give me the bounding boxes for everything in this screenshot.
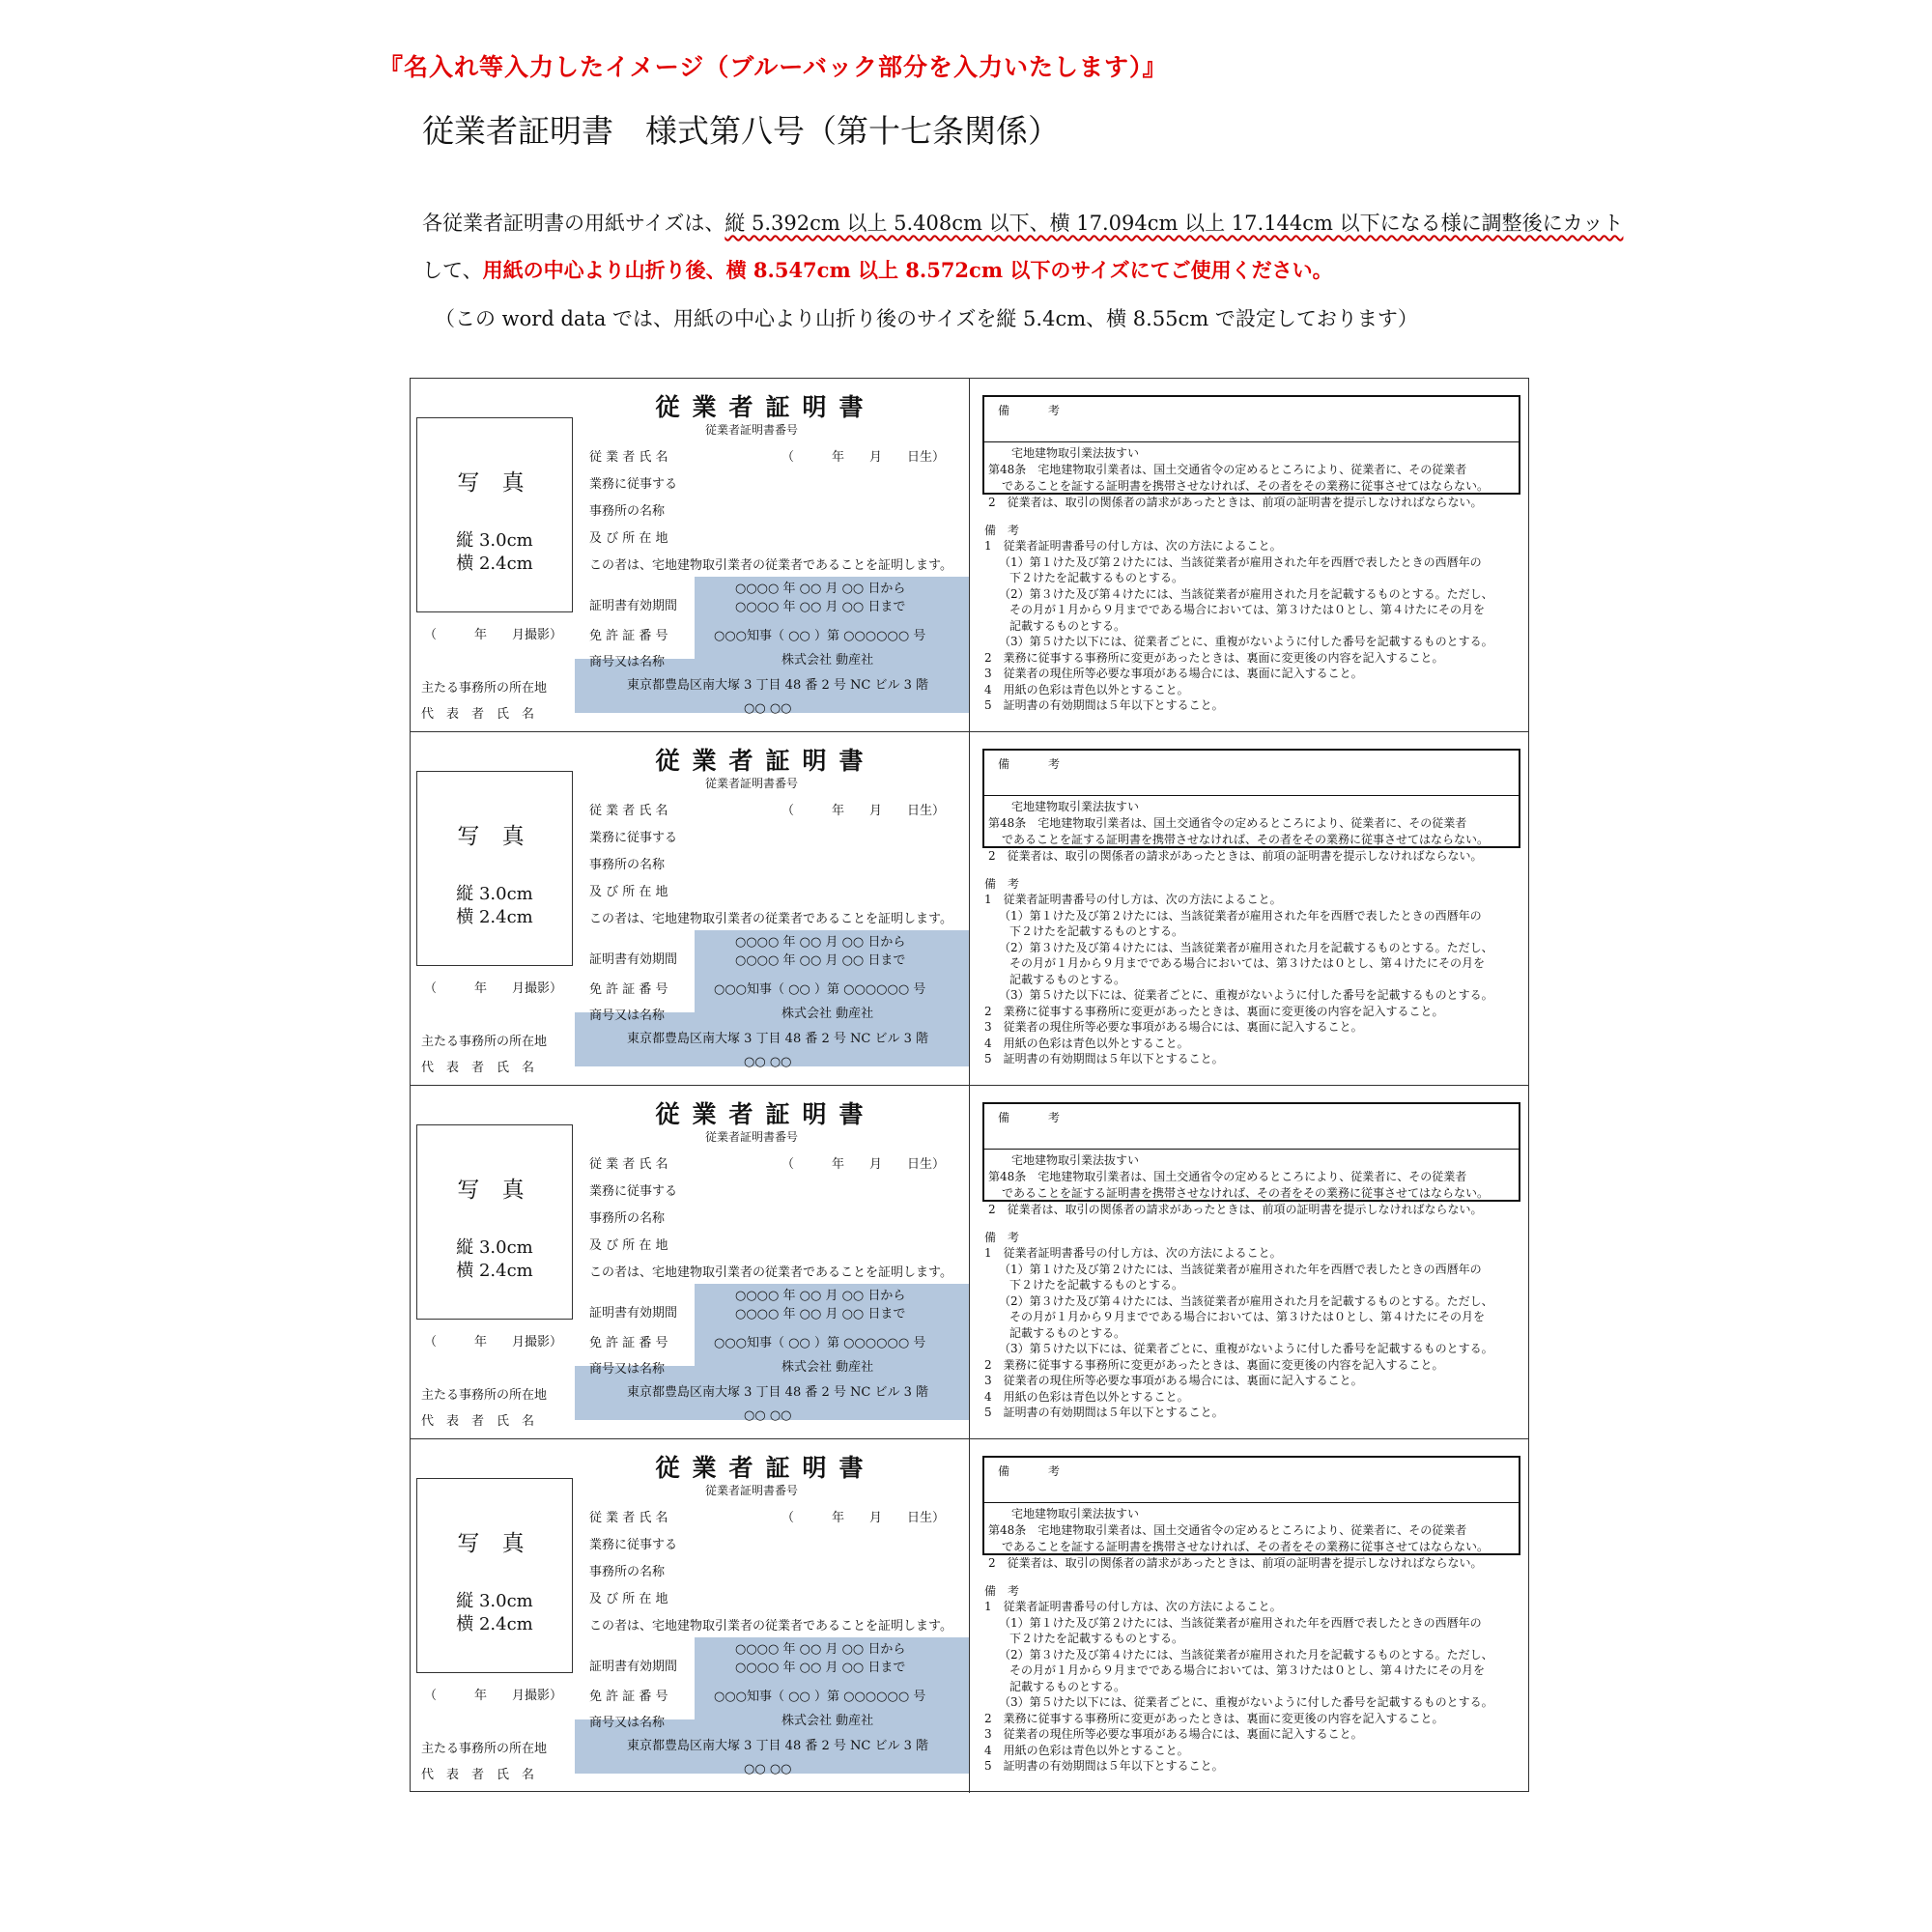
remarks-title: 備 考 bbox=[984, 524, 1020, 537]
remark-line: 2 業務に従事する事務所に変更があったときは、裏面に変更後の内容を記入すること。 bbox=[984, 651, 1444, 665]
law-line-3: 2 従業者は、取引の関係者の請求があったときは、前項の証明書を提示しなければならない。 bbox=[988, 1203, 1483, 1216]
remark-line: 1 従業者証明書番号の付し方は、次の方法によること。 bbox=[984, 1246, 1282, 1260]
remark-line: 3 従業者の現住所等必要な事項がある場合には、裏面に記入すること。 bbox=[984, 667, 1363, 680]
name-label: 従 業 者 氏 名 bbox=[589, 450, 668, 465]
fold-line bbox=[969, 732, 970, 1085]
notes-label: 備 考 bbox=[998, 1111, 1074, 1124]
validity-to: ○○○○ 年 ○○ 月 ○○ 日まで bbox=[735, 600, 906, 614]
remark-line: （1）第１けた及び第２けたには、当該従業者が雇用された年を西暦で表したときの西暦年の bbox=[999, 1616, 1482, 1630]
license-value: ○○○知事（ ○○ ）第 ○○○○○○ 号 bbox=[714, 1336, 926, 1350]
remark-line: その月が１月から９月までである場合においては、第３けたは０とし、第４けたにその月を bbox=[1009, 956, 1486, 970]
photo-box bbox=[416, 417, 573, 612]
remark-line: （3）第５けた以下には、従業者ごとに、重複がないように付した番号を記載するものとする。 bbox=[999, 988, 1493, 1002]
birth-label: （ 年 月 日生） bbox=[781, 450, 946, 465]
photo-width: 横 2.4cm bbox=[456, 907, 533, 927]
photo-height: 縦 3.0cm bbox=[456, 1591, 533, 1611]
notes-separator bbox=[984, 795, 1519, 796]
certificate-sheet bbox=[410, 378, 1529, 1792]
remark-line: （2）第３けた及び第４けたには、当該従業者が雇用された月を記載するものとする。ただし、 bbox=[999, 1648, 1493, 1662]
validity-to: ○○○○ 年 ○○ 月 ○○ 日まで bbox=[735, 1661, 906, 1675]
office-label-3: 及 び 所 在 地 bbox=[589, 885, 668, 899]
validity-label: 証明書有効期間 bbox=[589, 1306, 678, 1321]
notes-separator bbox=[984, 441, 1519, 442]
validity-label: 証明書有効期間 bbox=[589, 1660, 678, 1674]
remark-line: 記載するものとする。 bbox=[1009, 1680, 1126, 1693]
cert-number-label: 従業者証明書番号 bbox=[705, 1484, 799, 1497]
instruction-line-2-b: 用紙の中心より山折り後、横 8.547cm 以上 8.572cm 以下のサイズにてご使用ください。 bbox=[482, 258, 1333, 282]
remark-line: 2 業務に従事する事務所に変更があったときは、裏面に変更後の内容を記入すること。 bbox=[984, 1005, 1444, 1018]
photo-height: 縦 3.0cm bbox=[456, 1237, 533, 1258]
license-label: 免 許 証 番 号 bbox=[589, 982, 668, 997]
certificate-card bbox=[411, 379, 1528, 732]
remark-line: 2 業務に従事する事務所に変更があったときは、裏面に変更後の内容を記入すること。 bbox=[984, 1358, 1444, 1372]
main-office-label: 主たる事務所の所在地 bbox=[421, 1742, 548, 1756]
notes-box bbox=[982, 749, 1520, 863]
license-value: ○○○知事（ ○○ ）第 ○○○○○○ 号 bbox=[714, 1690, 926, 1704]
remark-line: （1）第１けた及び第２けたには、当該従業者が雇用された年を西暦で表したときの西暦年の bbox=[999, 909, 1482, 923]
license-value: ○○○知事（ ○○ ）第 ○○○○○○ 号 bbox=[714, 982, 926, 997]
remark-line: 3 従業者の現住所等必要な事項がある場合には、裏面に記入すること。 bbox=[984, 1727, 1363, 1741]
instruction-line-3: （この word data では、用紙の中心より山折り後のサイズを縦 5.4cm、横 8.55cm で設定しております） bbox=[435, 307, 1418, 330]
remark-line: 5 証明書の有効期間は５年以下とすること。 bbox=[984, 1406, 1224, 1419]
name-label: 従 業 者 氏 名 bbox=[589, 804, 668, 818]
representative-label: 代 表 者 氏 名 bbox=[421, 707, 535, 722]
company-value: 株式会社 動産社 bbox=[781, 1714, 874, 1728]
remark-line: その月が１月から９月までである場合においては、第３けたは０とし、第４けたにその月を bbox=[1009, 603, 1486, 616]
law-title: 宅地建物取引業法抜すい bbox=[1011, 1153, 1140, 1167]
remark-line: 5 証明書の有効期間は５年以下とすること。 bbox=[984, 1759, 1224, 1773]
license-value: ○○○知事（ ○○ ）第 ○○○○○○ 号 bbox=[714, 629, 926, 643]
validity-from: ○○○○ 年 ○○ 月 ○○ 日から bbox=[735, 582, 906, 596]
remark-line: その月が１月から９月までである場合においては、第３けたは０とし、第４けたにその月を bbox=[1009, 1310, 1486, 1323]
validity-label: 証明書有効期間 bbox=[589, 599, 678, 613]
name-label: 従 業 者 氏 名 bbox=[589, 1157, 668, 1172]
company-label: 商号又は名称 bbox=[589, 1009, 666, 1023]
photo-height: 縦 3.0cm bbox=[456, 884, 533, 904]
certify-text: この者は、宅地建物取引業者の従業者であることを証明します。 bbox=[589, 1265, 952, 1280]
license-label: 免 許 証 番 号 bbox=[589, 1336, 668, 1350]
fold-line bbox=[969, 379, 970, 731]
notes-separator bbox=[984, 1149, 1519, 1150]
company-label: 商号又は名称 bbox=[589, 1362, 666, 1377]
remark-line: 記載するものとする。 bbox=[1009, 1326, 1126, 1340]
company-value: 株式会社 動産社 bbox=[781, 1360, 874, 1375]
office-label-1: 業務に従事する bbox=[589, 831, 678, 845]
photo-date: （ 年 月撮影） bbox=[424, 1689, 563, 1703]
office-label-1: 業務に従事する bbox=[589, 1538, 678, 1552]
representative-label: 代 表 者 氏 名 bbox=[421, 1061, 535, 1075]
notes-box bbox=[982, 1456, 1520, 1570]
office-label-2: 事務所の名称 bbox=[589, 858, 666, 872]
remarks-title: 備 考 bbox=[984, 1231, 1020, 1244]
remark-line: 5 証明書の有効期間は５年以下とすること。 bbox=[984, 1052, 1224, 1065]
representative-value: ○○ ○○ bbox=[744, 1762, 792, 1776]
remark-line: （3）第５けた以下には、従業者ごとに、重複がないように付した番号を記載するものとする。 bbox=[999, 635, 1493, 648]
fold-line bbox=[969, 1086, 970, 1438]
notes-separator bbox=[984, 1502, 1519, 1503]
card-title: 従業者証明書 bbox=[655, 747, 876, 775]
photo-date: （ 年 月撮影） bbox=[424, 981, 563, 996]
main-office-value: 東京都豊島区南大塚 3 丁目 48 番 2 号 NC ビル 3 階 bbox=[627, 1739, 929, 1753]
main-office-value: 東京都豊島区南大塚 3 丁目 48 番 2 号 NC ビル 3 階 bbox=[627, 678, 929, 693]
certify-text: この者は、宅地建物取引業者の従業者であることを証明します。 bbox=[589, 558, 952, 573]
remark-line: 2 業務に従事する事務所に変更があったときは、裏面に変更後の内容を記入すること。 bbox=[984, 1712, 1444, 1725]
remark-line: 1 従業者証明書番号の付し方は、次の方法によること。 bbox=[984, 893, 1282, 906]
representative-value: ○○ ○○ bbox=[744, 1055, 792, 1069]
law-line-2: であることを証する証明書を携帯させなければ、その者をその業務に従事させてはならない。 bbox=[1002, 833, 1490, 846]
cert-number-label: 従業者証明書番号 bbox=[705, 1130, 799, 1144]
license-label: 免 許 証 番 号 bbox=[589, 629, 668, 643]
remark-line: （1）第１けた及び第２けたには、当該従業者が雇用された年を西暦で表したときの西暦年の bbox=[999, 1263, 1482, 1276]
photo-label: 写 真 bbox=[457, 824, 532, 849]
representative-label: 代 表 者 氏 名 bbox=[421, 1414, 535, 1429]
main-office-label: 主たる事務所の所在地 bbox=[421, 1388, 548, 1403]
office-label-2: 事務所の名称 bbox=[589, 1211, 666, 1226]
validity-from: ○○○○ 年 ○○ 月 ○○ 日から bbox=[735, 1289, 906, 1303]
photo-width: 横 2.4cm bbox=[456, 1614, 533, 1634]
remark-line: （2）第３けた及び第４けたには、当該従業者が雇用された月を記載するものとする。ただし、 bbox=[999, 1294, 1493, 1308]
office-label-3: 及 び 所 在 地 bbox=[589, 531, 668, 546]
law-line-3: 2 従業者は、取引の関係者の請求があったときは、前項の証明書を提示しなければならない。 bbox=[988, 496, 1483, 509]
law-line-3: 2 従業者は、取引の関係者の請求があったときは、前項の証明書を提示しなければならない。 bbox=[988, 849, 1483, 863]
birth-label: （ 年 月 日生） bbox=[781, 1157, 946, 1172]
instruction-line-2-a: して、 bbox=[422, 259, 483, 282]
law-line-1: 第48条 宅地建物取引業者は、国土交通省令の定めるところにより、従業者に、その従業者 bbox=[988, 816, 1467, 830]
card-title: 従業者証明書 bbox=[655, 1454, 876, 1482]
remark-line: 1 従業者証明書番号の付し方は、次の方法によること。 bbox=[984, 1600, 1282, 1613]
law-title: 宅地建物取引業法抜すい bbox=[1011, 800, 1140, 813]
main-office-label: 主たる事務所の所在地 bbox=[421, 1035, 548, 1049]
license-label: 免 許 証 番 号 bbox=[589, 1690, 668, 1704]
certify-text: この者は、宅地建物取引業者の従業者であることを証明します。 bbox=[589, 1619, 952, 1634]
remarks-title: 備 考 bbox=[984, 1584, 1020, 1598]
company-label: 商号又は名称 bbox=[589, 655, 666, 669]
validity-from: ○○○○ 年 ○○ 月 ○○ 日から bbox=[735, 1642, 906, 1657]
remark-line: 4 用紙の色彩は青色以外とすること。 bbox=[984, 1037, 1189, 1050]
certificate-card bbox=[411, 732, 1528, 1086]
photo-label: 写 真 bbox=[457, 1178, 532, 1203]
representative-label: 代 表 者 氏 名 bbox=[421, 1768, 535, 1782]
validity-to: ○○○○ 年 ○○ 月 ○○ 日まで bbox=[735, 1307, 906, 1321]
company-value: 株式会社 動産社 bbox=[781, 1007, 874, 1021]
law-line-1: 第48条 宅地建物取引業者は、国土交通省令の定めるところにより、従業者に、その従業者 bbox=[988, 463, 1467, 476]
remark-line: 記載するものとする。 bbox=[1009, 973, 1126, 986]
instruction-line-2 bbox=[422, 255, 1333, 284]
instruction-line-1 bbox=[422, 208, 1623, 237]
law-line-1: 第48条 宅地建物取引業者は、国土交通省令の定めるところにより、従業者に、その従業者 bbox=[988, 1170, 1467, 1183]
photo-height: 縦 3.0cm bbox=[456, 530, 533, 551]
office-label-1: 業務に従事する bbox=[589, 477, 678, 492]
law-line-2: であることを証する証明書を携帯させなければ、その者をその業務に従事させてはならない。 bbox=[1002, 479, 1490, 493]
office-label-2: 事務所の名称 bbox=[589, 504, 666, 519]
remark-line: （1）第１けた及び第２けたには、当該従業者が雇用された年を西暦で表したときの西暦年の bbox=[999, 555, 1482, 569]
card-title: 従業者証明書 bbox=[655, 393, 876, 421]
validity-label: 証明書有効期間 bbox=[589, 952, 678, 967]
photo-label: 写 真 bbox=[457, 1531, 532, 1556]
validity-to: ○○○○ 年 ○○ 月 ○○ 日まで bbox=[735, 953, 906, 968]
photo-width: 横 2.4cm bbox=[456, 554, 533, 574]
certify-text: この者は、宅地建物取引業者の従業者であることを証明します。 bbox=[589, 912, 952, 926]
remarks-title: 備 考 bbox=[984, 877, 1020, 891]
validity-from: ○○○○ 年 ○○ 月 ○○ 日から bbox=[735, 935, 906, 950]
name-label: 従 業 者 氏 名 bbox=[589, 1511, 668, 1525]
birth-label: （ 年 月 日生） bbox=[781, 1511, 946, 1525]
photo-label: 写 真 bbox=[457, 470, 532, 496]
remark-line: （3）第５けた以下には、従業者ごとに、重複がないように付した番号を記載するものとする。 bbox=[999, 1695, 1493, 1709]
remark-line: 5 証明書の有効期間は５年以下とすること。 bbox=[984, 698, 1224, 712]
remark-line: 1 従業者証明書番号の付し方は、次の方法によること。 bbox=[984, 539, 1282, 553]
header-note: 『名入れ等入力したイメージ（ブルーバック部分を入力いたします）』 bbox=[379, 53, 1168, 81]
remark-line: 記載するものとする。 bbox=[1009, 619, 1126, 633]
main-office-label: 主たる事務所の所在地 bbox=[421, 681, 548, 696]
remark-line: （3）第５けた以下には、従業者ごとに、重複がないように付した番号を記載するものとする。 bbox=[999, 1342, 1493, 1355]
representative-value: ○○ ○○ bbox=[744, 701, 792, 716]
law-line-2: であることを証する証明書を携帯させなければ、その者をその業務に従事させてはならない。 bbox=[1002, 1186, 1490, 1200]
remark-line: 4 用紙の色彩は青色以外とすること。 bbox=[984, 683, 1189, 696]
instruction-line-1-a: 各従業者証明書の用紙サイズは、 bbox=[422, 212, 725, 235]
office-label-3: 及 び 所 在 地 bbox=[589, 1238, 668, 1253]
remark-line: 3 従業者の現住所等必要な事項がある場合には、裏面に記入すること。 bbox=[984, 1020, 1363, 1034]
photo-box bbox=[416, 1478, 573, 1673]
certificate-card bbox=[411, 1439, 1528, 1793]
law-line-3: 2 従業者は、取引の関係者の請求があったときは、前項の証明書を提示しなければならない。 bbox=[988, 1556, 1483, 1570]
remark-line: 下２けたを記載するものとする。 bbox=[1009, 924, 1184, 938]
main-office-value: 東京都豊島区南大塚 3 丁目 48 番 2 号 NC ビル 3 階 bbox=[627, 1385, 929, 1400]
remark-line: 下２けたを記載するものとする。 bbox=[1009, 1278, 1184, 1292]
photo-date: （ 年 月撮影） bbox=[424, 1335, 563, 1350]
certificate-card bbox=[411, 1086, 1528, 1439]
law-line-2: であることを証する証明書を携帯させなければ、その者をその業務に従事させてはならない。 bbox=[1002, 1540, 1490, 1553]
card-title: 従業者証明書 bbox=[655, 1100, 876, 1128]
photo-width: 横 2.4cm bbox=[456, 1261, 533, 1281]
remark-line: 下２けたを記載するものとする。 bbox=[1009, 1632, 1184, 1645]
cert-number-label: 従業者証明書番号 bbox=[705, 777, 799, 790]
representative-value: ○○ ○○ bbox=[744, 1408, 792, 1423]
law-line-1: 第48条 宅地建物取引業者は、国土交通省令の定めるところにより、従業者に、その従業者 bbox=[988, 1523, 1467, 1537]
cert-number-label: 従業者証明書番号 bbox=[705, 423, 799, 437]
main-office-value: 東京都豊島区南大塚 3 丁目 48 番 2 号 NC ビル 3 階 bbox=[627, 1032, 929, 1046]
fold-line bbox=[969, 1439, 970, 1793]
office-label-1: 業務に従事する bbox=[589, 1184, 678, 1199]
law-title: 宅地建物取引業法抜すい bbox=[1011, 446, 1140, 460]
remark-line: （2）第３けた及び第４けたには、当該従業者が雇用された月を記載するものとする。ただし、 bbox=[999, 941, 1493, 954]
photo-box bbox=[416, 1124, 573, 1320]
remark-line: （2）第３けた及び第４けたには、当該従業者が雇用された月を記載するものとする。ただし、 bbox=[999, 587, 1493, 601]
remark-line: 4 用紙の色彩は青色以外とすること。 bbox=[984, 1390, 1189, 1404]
notes-box bbox=[982, 395, 1520, 509]
remark-line: 下２けたを記載するものとする。 bbox=[1009, 571, 1184, 584]
notes-label: 備 考 bbox=[998, 404, 1074, 417]
notes-label: 備 考 bbox=[998, 1464, 1074, 1478]
photo-date: （ 年 月撮影） bbox=[424, 628, 563, 642]
office-label-3: 及 び 所 在 地 bbox=[589, 1592, 668, 1606]
document-title: 従業者証明書 様式第八号（第十七条関係） bbox=[422, 112, 1060, 150]
company-value: 株式会社 動産社 bbox=[781, 653, 874, 668]
law-title: 宅地建物取引業法抜すい bbox=[1011, 1507, 1140, 1520]
office-label-2: 事務所の名称 bbox=[589, 1565, 666, 1579]
photo-box bbox=[416, 771, 573, 966]
remark-line: 3 従業者の現住所等必要な事項がある場合には、裏面に記入すること。 bbox=[984, 1374, 1363, 1387]
company-label: 商号又は名称 bbox=[589, 1716, 666, 1730]
notes-label: 備 考 bbox=[998, 757, 1074, 771]
notes-box bbox=[982, 1102, 1520, 1216]
instruction-line-1-b: 縦 5.392cm 以上 5.408cm 以下、横 17.094cm 以上 17.144cm 以下になる様に調整後にカット bbox=[724, 212, 1624, 235]
remark-line: 4 用紙の色彩は青色以外とすること。 bbox=[984, 1744, 1189, 1757]
remark-line: その月が１月から９月までである場合においては、第３けたは０とし、第４けたにその月を bbox=[1009, 1663, 1486, 1677]
birth-label: （ 年 月 日生） bbox=[781, 804, 946, 818]
